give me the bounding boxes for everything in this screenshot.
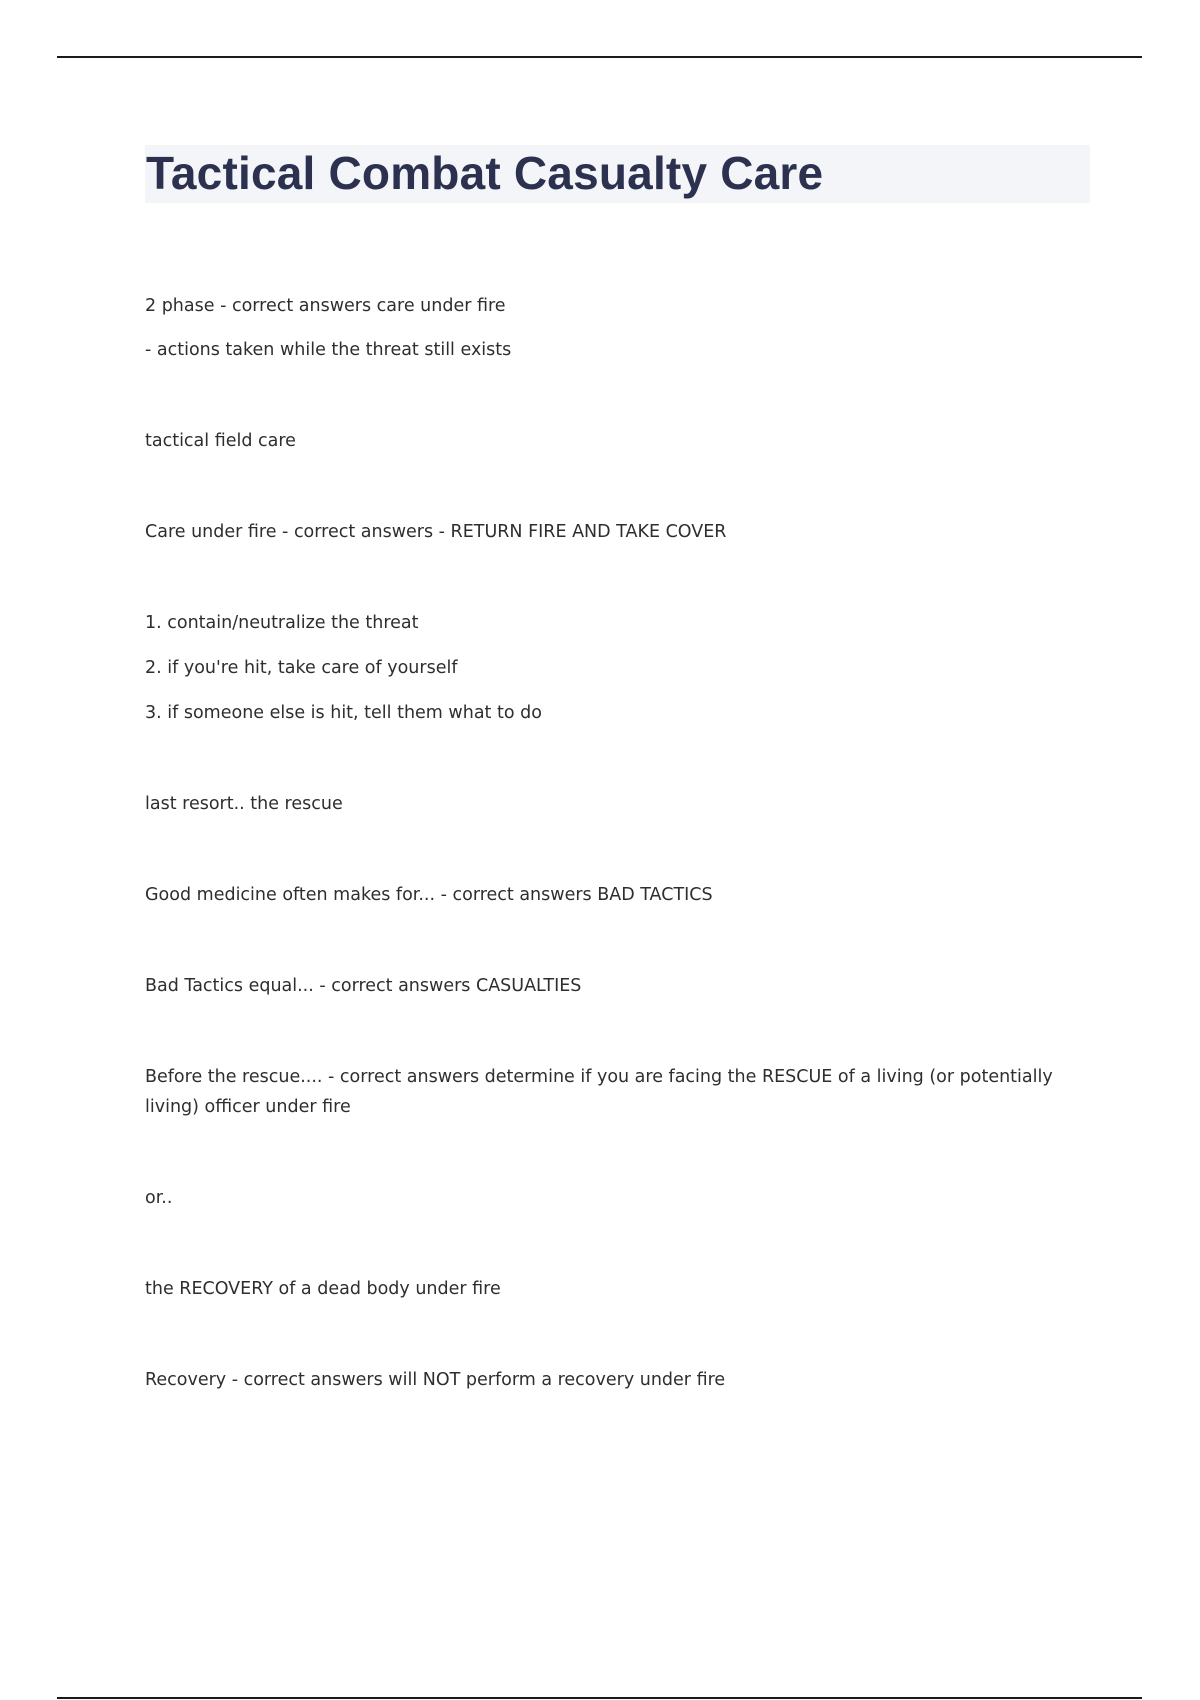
line-actions-taken: - actions taken while the threat still exists [145,340,512,360]
line-care-under-fire: Care under fire - correct answers - RETURN FIRE AND TAKE COVER [145,522,727,542]
line-tactical-field-care: tactical field care [145,431,296,451]
line-2-phase: 2 phase - correct answers care under fire [145,296,506,316]
line-or: or.. [145,1188,173,1208]
line-recovery-dead-body: the RECOVERY of a dead body under fire [145,1279,501,1299]
line-last-resort: last resort.. the rescue [145,794,343,814]
line-bad-tactics: Bad Tactics equal... - correct answers CASUALTIES [145,976,582,996]
footer-rule [57,1697,1142,1699]
line-step-3: 3. if someone else is hit, tell them what to do [145,703,542,723]
line-before-rescue: Before the rescue.... - correct answers determine if you are facing the RESCUE of a living (or potentially living) officer under fire [145,1067,1053,1117]
line-recovery: Recovery - correct answers will NOT perform a recovery under fire [145,1370,726,1390]
line-step-1: 1. contain/neutralize the threat [145,613,419,633]
line-good-medicine: Good medicine often makes for... - correct answers BAD TACTICS [145,885,713,905]
page-title: Tactical Combat Casualty Care [146,147,824,199]
header-rule [57,56,1142,58]
line-step-2: 2. if you're hit, take care of yourself [145,658,458,678]
